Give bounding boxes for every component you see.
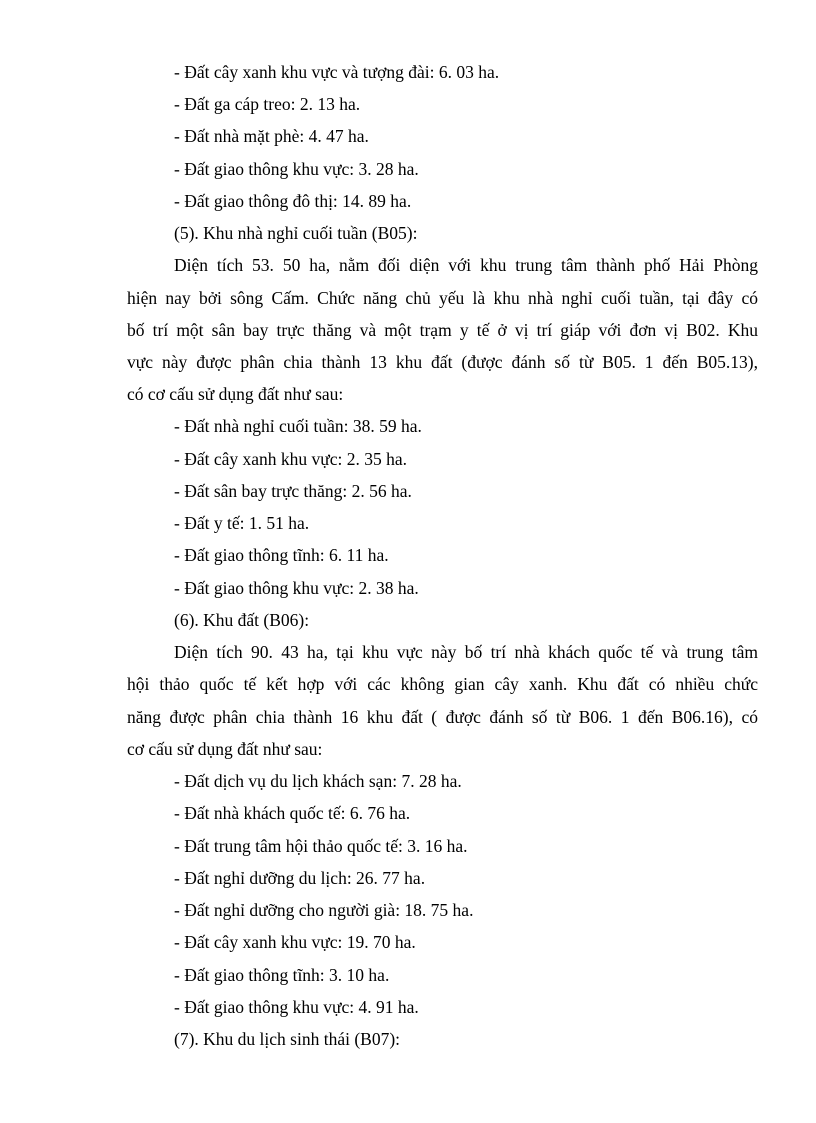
land-use-item: - Đất giao thông tĩnh: 3. 10 ha. (174, 965, 390, 985)
land-use-item: - Đất nghỉ dưỡng cho người già: 18. 75 ha. (174, 900, 474, 920)
section-heading-b06: (6). Khu đất (B06): (174, 610, 310, 630)
paragraph-line: cơ cấu sử dụng đất như sau: (127, 739, 323, 759)
section-heading-b07: (7). Khu du lịch sinh thái (B07): (174, 1029, 401, 1049)
land-use-item: - Đất y tế: 1. 51 ha. (174, 513, 310, 533)
land-use-item: - Đất cây xanh khu vực và tượng đài: 6. 03 ha. (174, 62, 500, 82)
land-use-item: - Đất giao thông tĩnh: 6. 11 ha. (174, 545, 389, 565)
land-use-item: - Đất cây xanh khu vực: 2. 35 ha. (174, 449, 408, 469)
paragraph-line: bố trí một sân bay trực thăng và một trạm y tế ở vị trí giáp với đơn vị B02. Khu (127, 320, 758, 340)
land-use-item: - Đất giao thông khu vực: 2. 38 ha. (174, 578, 419, 598)
section-heading-b05: (5). Khu nhà nghỉ cuối tuần (B05): (174, 223, 418, 243)
land-use-item: - Đất nhà khách quốc tế: 6. 76 ha. (174, 803, 411, 823)
land-use-item: - Đất giao thông đô thị: 14. 89 ha. (174, 191, 412, 211)
land-use-item: - Đất cây xanh khu vực: 19. 70 ha. (174, 932, 416, 952)
land-use-item: - Đất dịch vụ du lịch khách sạn: 7. 28 ha. (174, 771, 462, 791)
paragraph-line: hội thảo quốc tế kết hợp với các không gian cây xanh. Khu đất có nhiều chức (127, 674, 758, 694)
land-use-item: - Đất sân bay trực thăng: 2. 56 ha. (174, 481, 412, 501)
land-use-item: - Đất nghỉ dưỡng du lịch: 26. 77 ha. (174, 868, 426, 888)
paragraph-line: năng được phân chia thành 16 khu đất ( được đánh số từ B06. 1 đến B06.16), có (127, 707, 758, 727)
paragraph-line: Diện tích 53. 50 ha, nằm đối diện với khu trung tâm thành phố Hải Phòng (174, 255, 758, 275)
land-use-item: - Đất nhà nghỉ cuối tuần: 38. 59 ha. (174, 416, 422, 436)
paragraph-line: Diện tích 90. 43 ha, tại khu vực này bố trí nhà khách quốc tế và trung tâm (174, 642, 758, 662)
land-use-item: - Đất giao thông khu vực: 3. 28 ha. (174, 159, 419, 179)
paragraph-line: có cơ cấu sử dụng đất như sau: (127, 384, 344, 404)
paragraph-line: vực này được phân chia thành 13 khu đất (được đánh số từ B05. 1 đến B05.13), (127, 352, 758, 372)
paragraph-line: hiện nay bởi sông Cấm. Chức năng chủ yếu là khu nhà nghỉ cuối tuần, tại đây có (127, 288, 758, 308)
land-use-item: - Đất trung tâm hội thảo quốc tế: 3. 16 ha. (174, 836, 468, 856)
land-use-item: - Đất ga cáp treo: 2. 13 ha. (174, 94, 361, 114)
land-use-item: - Đất nhà mặt phè: 4. 47 ha. (174, 126, 369, 146)
land-use-item: - Đất giao thông khu vực: 4. 91 ha. (174, 997, 419, 1017)
